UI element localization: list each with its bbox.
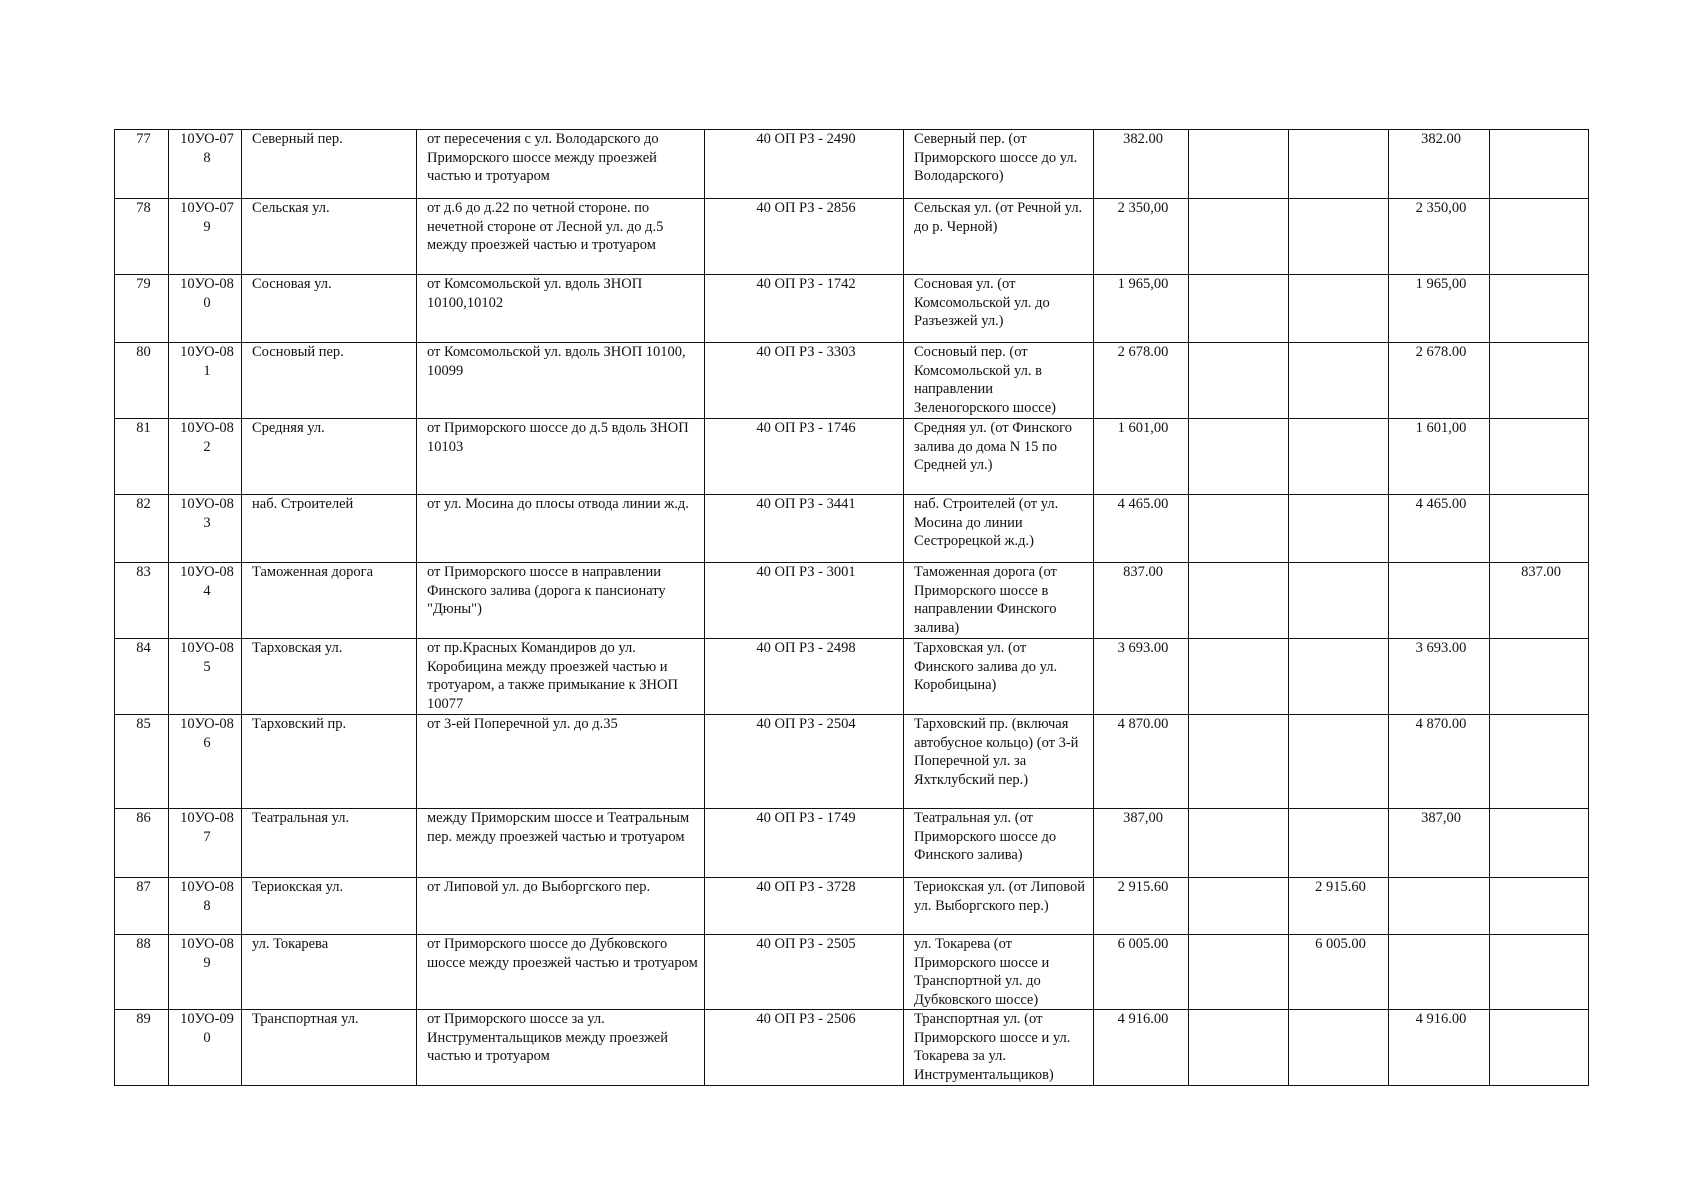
full-road-name: Сосновый пер. (от Комсомольской ул. в направлении Зеленогорского шоссе) (904, 343, 1094, 419)
length-value: 4 916.00 (1094, 1010, 1189, 1086)
row-number: 80 (115, 343, 169, 419)
length-value: 837.00 (1094, 563, 1189, 639)
value-col-10 (1389, 563, 1490, 639)
street-name: Таможенная дорога (242, 563, 417, 639)
street-name: Тарховский пр. (242, 715, 417, 809)
road-code: 10УО-079 (169, 199, 242, 275)
full-road-name: Средняя ул. (от Финского залива до дома N 15 по Средней ул.) (904, 419, 1094, 495)
length-value: 1 601,00 (1094, 419, 1189, 495)
row-number: 78 (115, 199, 169, 275)
value-col-11 (1490, 199, 1589, 275)
value-col-8 (1189, 878, 1289, 935)
registry-number: 40 ОП РЗ - 2490 (705, 130, 904, 199)
value-col-9 (1289, 1010, 1389, 1086)
length-value: 2 678.00 (1094, 343, 1189, 419)
table-row (115, 343, 1589, 419)
value-col-10: 4 916.00 (1389, 1010, 1490, 1086)
registry-number: 40 ОП РЗ - 2498 (705, 639, 904, 715)
street-name: Средняя ул. (242, 419, 417, 495)
value-col-8 (1189, 275, 1289, 343)
value-col-8 (1189, 809, 1289, 878)
roads-table (114, 129, 1589, 1086)
road-code: 10УО-085 (169, 639, 242, 715)
value-col-11 (1490, 275, 1589, 343)
registry-number: 40 ОП РЗ - 2504 (705, 715, 904, 809)
row-number: 88 (115, 935, 169, 1010)
road-code: 10УО-087 (169, 809, 242, 878)
road-code: 10УО-078 (169, 130, 242, 199)
value-col-9 (1289, 343, 1389, 419)
value-col-11 (1490, 715, 1589, 809)
value-col-10: 4 870.00 (1389, 715, 1490, 809)
value-col-11 (1490, 935, 1589, 1010)
section-description: от Липовой ул. до Выборгского пер. (417, 878, 705, 935)
value-col-9 (1289, 639, 1389, 715)
section-description: от Комсомольской ул. вдоль ЗНОП 10100,10102 (417, 275, 705, 343)
table-row (115, 935, 1589, 1010)
full-road-name: Северный пер. (от Приморского шоссе до ул. Володарского) (904, 130, 1094, 199)
section-description: от Приморского шоссе до Дубковского шоссе между проезжей частью и тротуаром (417, 935, 705, 1010)
street-name: Сосновая ул. (242, 275, 417, 343)
table-row (115, 130, 1589, 199)
road-code: 10УО-086 (169, 715, 242, 809)
length-value: 2 915.60 (1094, 878, 1189, 935)
full-road-name: Транспортная ул. (от Приморского шоссе и ул. Токарева за ул. Инструментальщиков) (904, 1010, 1094, 1086)
value-col-9 (1289, 275, 1389, 343)
road-code: 10УО-090 (169, 1010, 242, 1086)
street-name: Транспортная ул. (242, 1010, 417, 1086)
road-code: 10УО-080 (169, 275, 242, 343)
registry-number: 40 ОП РЗ - 1746 (705, 419, 904, 495)
section-description: от Комсомольской ул. вдоль ЗНОП 10100, 10099 (417, 343, 705, 419)
registry-number: 40 ОП РЗ - 1749 (705, 809, 904, 878)
value-col-10: 382.00 (1389, 130, 1490, 199)
table-row (115, 809, 1589, 878)
value-col-10: 387,00 (1389, 809, 1490, 878)
value-col-11: 837.00 (1490, 563, 1589, 639)
value-col-10: 4 465.00 (1389, 495, 1490, 563)
value-col-8 (1189, 130, 1289, 199)
section-description: от Приморского шоссе за ул. Инструментальщиков между проезжей частью и тротуаром (417, 1010, 705, 1086)
full-road-name: Театральная ул. (от Приморского шоссе до Финского залива) (904, 809, 1094, 878)
row-number: 82 (115, 495, 169, 563)
section-description: между Приморским шоссе и Театральным пер. между проезжей частью и тротуаром (417, 809, 705, 878)
length-value: 4 465.00 (1094, 495, 1189, 563)
registry-number: 40 ОП РЗ - 2506 (705, 1010, 904, 1086)
value-col-10: 2 678.00 (1389, 343, 1490, 419)
table-row (115, 419, 1589, 495)
value-col-8 (1189, 935, 1289, 1010)
full-road-name: Тарховский пр. (включая автобусное кольцо) (от 3-й Поперечной ул. за Яхтклубский пер.) (904, 715, 1094, 809)
value-col-11 (1490, 878, 1589, 935)
section-description: от пересечения с ул. Володарского до Приморского шоссе между проезжей частью и тротуаром (417, 130, 705, 199)
length-value: 6 005.00 (1094, 935, 1189, 1010)
section-description: от пр.Красных Командиров до ул. Коробицина между проезжей частью и тротуаром, а также примыкание к ЗНОП 10077 (417, 639, 705, 715)
value-col-9: 2 915.60 (1289, 878, 1389, 935)
value-col-11 (1490, 343, 1589, 419)
value-col-8 (1189, 199, 1289, 275)
value-col-11 (1490, 495, 1589, 563)
registry-number: 40 ОП РЗ - 3728 (705, 878, 904, 935)
value-col-8 (1189, 343, 1289, 419)
length-value: 1 965,00 (1094, 275, 1189, 343)
value-col-8 (1189, 639, 1289, 715)
street-name: Театральная ул. (242, 809, 417, 878)
full-road-name: Тарховская ул. (от Финского залива до ул. Коробицына) (904, 639, 1094, 715)
street-name: Северный пер. (242, 130, 417, 199)
street-name: Териокская ул. (242, 878, 417, 935)
length-value: 387,00 (1094, 809, 1189, 878)
row-number: 86 (115, 809, 169, 878)
road-code: 10УО-083 (169, 495, 242, 563)
street-name: ул. Токарева (242, 935, 417, 1010)
value-col-8 (1189, 715, 1289, 809)
full-road-name: Таможенная дорога (от Приморского шоссе в направлении Финского залива) (904, 563, 1094, 639)
value-col-8 (1189, 563, 1289, 639)
section-description: от 3-ей Поперечной ул. до д.35 (417, 715, 705, 809)
full-road-name: Сосновая ул. (от Комсомольской ул. до Разъезжей ул.) (904, 275, 1094, 343)
registry-number: 40 ОП РЗ - 3001 (705, 563, 904, 639)
street-name: Сосновый пер. (242, 343, 417, 419)
value-col-10: 3 693.00 (1389, 639, 1490, 715)
street-name: Сельская ул. (242, 199, 417, 275)
registry-number: 40 ОП РЗ - 2505 (705, 935, 904, 1010)
table-row (115, 563, 1589, 639)
street-name: наб. Строителей (242, 495, 417, 563)
value-col-10 (1389, 878, 1490, 935)
full-road-name: наб. Строителей (от ул. Мосина до линии Сестрорецкой ж.д.) (904, 495, 1094, 563)
row-number: 84 (115, 639, 169, 715)
value-col-11 (1490, 1010, 1589, 1086)
value-col-11 (1490, 419, 1589, 495)
road-code: 10УО-089 (169, 935, 242, 1010)
value-col-9: 6 005.00 (1289, 935, 1389, 1010)
registry-number: 40 ОП РЗ - 3441 (705, 495, 904, 563)
section-description: от ул. Мосина до плосы отвода линии ж.д. (417, 495, 705, 563)
length-value: 4 870.00 (1094, 715, 1189, 809)
value-col-11 (1490, 809, 1589, 878)
row-number: 87 (115, 878, 169, 935)
road-code: 10УО-088 (169, 878, 242, 935)
table-row (115, 878, 1589, 935)
value-col-9 (1289, 199, 1389, 275)
registry-number: 40 ОП РЗ - 3303 (705, 343, 904, 419)
full-road-name: Териокская ул. (от Липовой ул. Выборгского пер.) (904, 878, 1094, 935)
row-number: 77 (115, 130, 169, 199)
registry-number: 40 ОП РЗ - 1742 (705, 275, 904, 343)
full-road-name: ул. Токарева (от Приморского шоссе и Транспортной ул. до Дубковского шоссе) (904, 935, 1094, 1010)
table-row (115, 275, 1589, 343)
registry-number: 40 ОП РЗ - 2856 (705, 199, 904, 275)
section-description: от Приморского шоссе до д.5 вдоль ЗНОП 10103 (417, 419, 705, 495)
value-col-9 (1289, 495, 1389, 563)
value-col-10: 1 601,00 (1389, 419, 1490, 495)
section-description: от Приморского шоссе в направлении Финского залива (дорога к пансионату "Дюны") (417, 563, 705, 639)
table-row (115, 199, 1589, 275)
row-number: 85 (115, 715, 169, 809)
table-row (115, 715, 1589, 809)
road-code: 10УО-084 (169, 563, 242, 639)
value-col-10: 1 965,00 (1389, 275, 1490, 343)
value-col-9 (1289, 419, 1389, 495)
road-code: 10УО-081 (169, 343, 242, 419)
value-col-11 (1490, 130, 1589, 199)
section-description: от д.6 до д.22 по четной стороне. по нечетной стороне от Лесной ул. до д.5 между проезжей частью и тротуаром (417, 199, 705, 275)
length-value: 382.00 (1094, 130, 1189, 199)
value-col-10 (1389, 935, 1490, 1010)
road-code: 10УО-082 (169, 419, 242, 495)
length-value: 2 350,00 (1094, 199, 1189, 275)
value-col-9 (1289, 563, 1389, 639)
length-value: 3 693.00 (1094, 639, 1189, 715)
value-col-10: 2 350,00 (1389, 199, 1490, 275)
value-col-11 (1490, 639, 1589, 715)
value-col-9 (1289, 809, 1389, 878)
row-number: 79 (115, 275, 169, 343)
table-row (115, 639, 1589, 715)
value-col-9 (1289, 130, 1389, 199)
value-col-8 (1189, 1010, 1289, 1086)
row-number: 89 (115, 1010, 169, 1086)
value-col-8 (1189, 495, 1289, 563)
value-col-9 (1289, 715, 1389, 809)
table-row (115, 495, 1589, 563)
row-number: 81 (115, 419, 169, 495)
full-road-name: Сельская ул. (от Речной ул. до р. Черной) (904, 199, 1094, 275)
table-row (115, 1010, 1589, 1086)
value-col-8 (1189, 419, 1289, 495)
street-name: Тарховская ул. (242, 639, 417, 715)
row-number: 83 (115, 563, 169, 639)
